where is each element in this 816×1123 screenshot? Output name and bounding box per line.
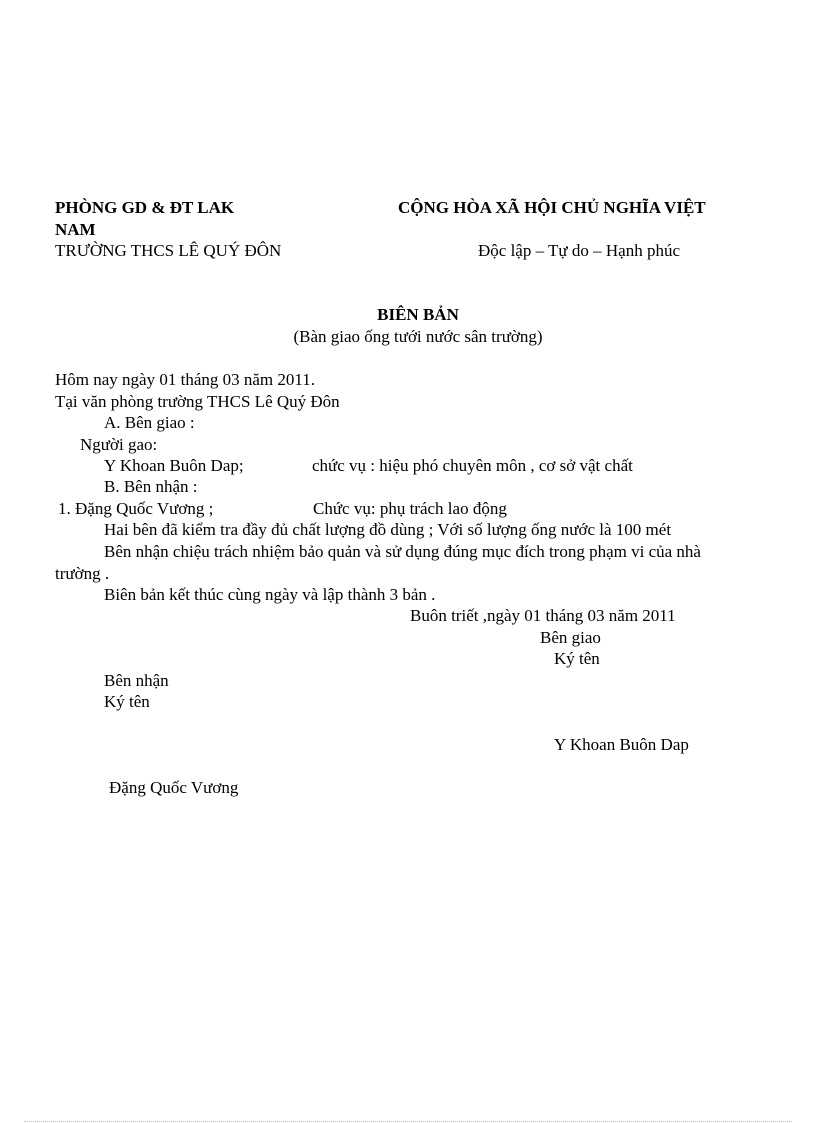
giver-signed-name: Y Khoan Buôn Dap: [554, 735, 689, 754]
closing-line: Biên bản kết thúc cùng ngày và lập thành 3 bản .: [104, 585, 436, 604]
receiver-signature-title: Bên nhận: [104, 671, 169, 690]
giver-signature-title: Bên giao: [540, 628, 601, 647]
giver-sign-label: Ký tên: [554, 649, 600, 668]
giver-label: Người gao:: [80, 435, 158, 454]
receiver-name: 1. Đặng Quốc Vương ;: [58, 499, 214, 518]
date-line: Hôm nay ngày 01 tháng 03 năm 2011.: [55, 370, 315, 389]
responsibility-line2: trường .: [55, 564, 110, 583]
page-bottom-divider: [24, 1121, 792, 1122]
document-subtitle: (Bàn giao ống tưới nước sân trường): [293, 327, 543, 346]
party-a-heading: A. Bên giao :: [104, 413, 195, 432]
receiver-signed-name: Đặng Quốc Vương: [109, 778, 239, 797]
left-school-name: TRƯỜNG THCS LÊ QUÝ ĐÔN: [55, 241, 282, 260]
left-org-line2: NAM: [55, 220, 96, 239]
left-org-line1: PHÒNG GD & ĐT LAK: [55, 198, 235, 217]
responsibility-line1: Bên nhận chiệu trách nhiệm bảo quản và sử dụng đúng mục đích trong phạm vi của nhà: [104, 542, 701, 561]
document-title: BIÊN BẢN: [377, 305, 459, 324]
place-line: Tại văn phòng trường THCS Lê Quý Đôn: [55, 392, 340, 411]
right-country-name: CỘNG HÒA XÃ HỘI CHỦ NGHĨA VIỆT: [398, 198, 706, 217]
party-b-heading: B. Bên nhận :: [104, 477, 198, 496]
giver-name: Y Khoan Buôn Dap;: [104, 456, 244, 475]
giver-role: chức vụ : hiệu phó chuyên môn , cơ sở vật chất: [312, 456, 633, 475]
inspection-line: Hai bên đã kiểm tra đầy đủ chất lượng đồ dùng ; Với số lượng ống nước là 100 mét: [104, 520, 672, 539]
signature-place-date: Buôn triết ,ngày 01 tháng 03 năm 2011: [410, 606, 676, 625]
receiver-sign-label: Ký tên: [104, 692, 150, 711]
receiver-role: Chức vụ: phụ trách lao động: [313, 499, 507, 518]
right-motto: Độc lập – Tự do – Hạnh phúc: [478, 241, 680, 260]
